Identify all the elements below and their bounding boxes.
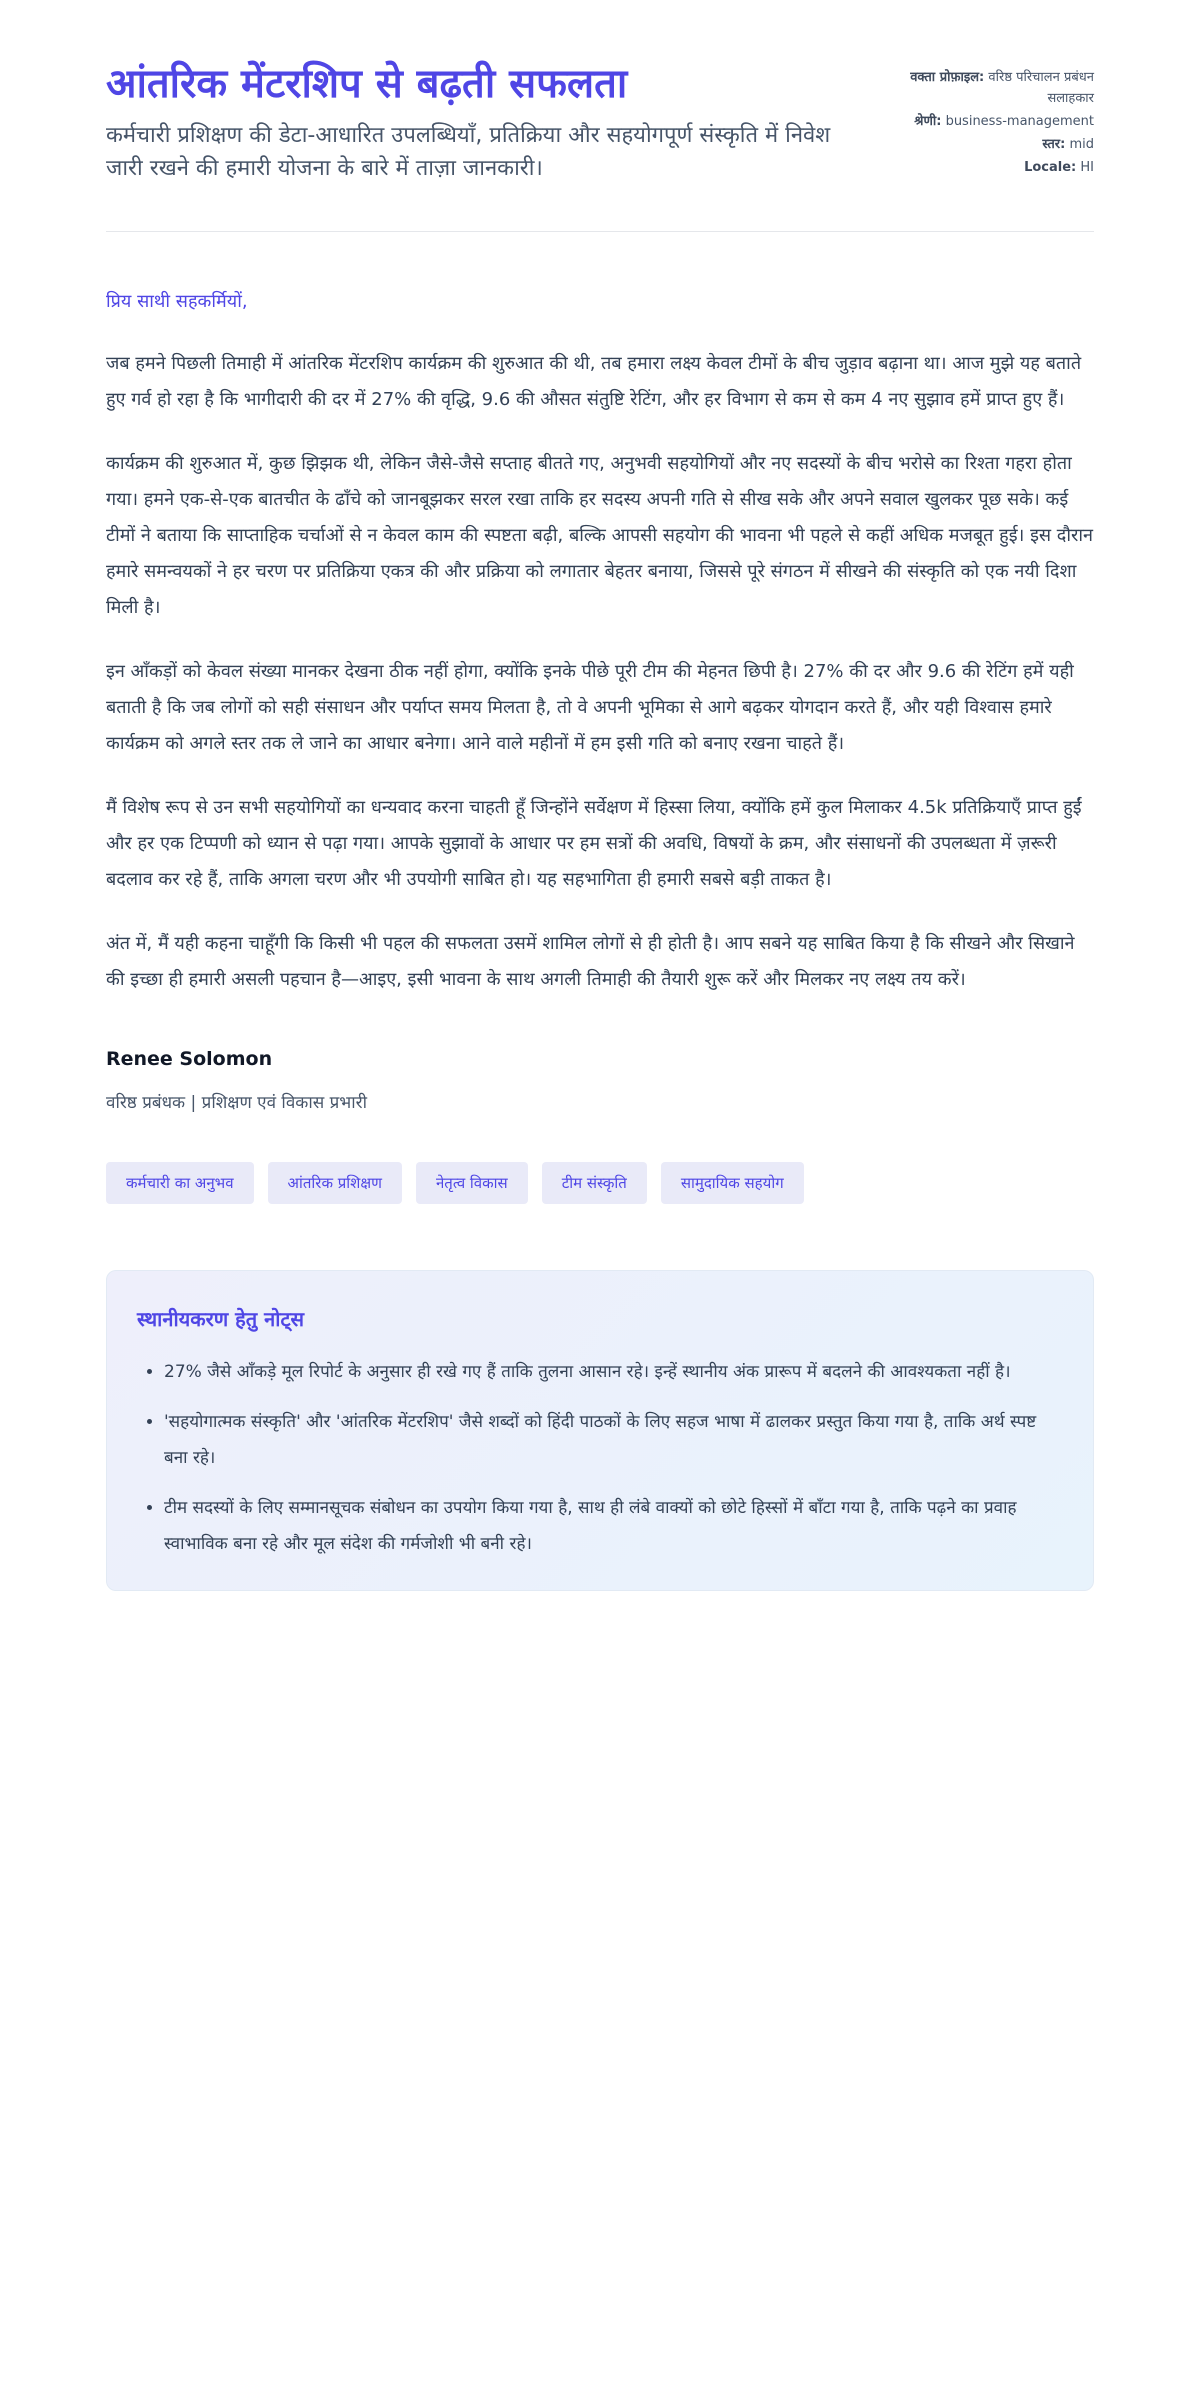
localization-notes-card (106, 1270, 1094, 1591)
letter-paragraph: जब हमने पिछली तिमाही में आंतरिक मेंटरशिप कार्यक्रम की शुरुआत की थी, तब हमारा लक्ष्य केवल टीमों के बीच जुड़ाव बढ़ाना था। आज मुझे यह बताते हुए गर्व हो रहा है कि भागीदारी की दर में 27% की वृद्धि, 9.6 की औसत संतुष्टि रेटिंग, और हर विभाग से कम से कम 4 नए सुझाव हमें प्राप्त हुए हैं। (106, 352, 1082, 410)
letter-paragraph: इन आँकड़ों को केवल संख्या मानकर देखना ठीक नहीं होगा, क्योंकि इनके पीछे पूरी टीम की मेहनत छिपी है। 27% की दर और 9.6 की रेटिंग हमें यही बताती है कि जब लोगों को सही संसाधन और पर्याप्त समय मिलता है, तो वे अपनी भूमिका से आगे बढ़कर योगदान करते हैं, और यही विश्वास हमारे कार्यक्रम को अगले स्तर तक ले जाने का आधार बनेगा। आने वाले महीनों में हम इसी गति को बनाए रखना चाहते हैं। (106, 660, 1074, 754)
tag-chip: नेतृत्व विकास (416, 1162, 528, 1204)
page-title: आंतरिक मेंटरशिप से बढ़ती सफलता (106, 61, 628, 107)
letter-paragraph: कार्यक्रम की शुरुआत में, कुछ झिझक थी, लेकिन जैसे-जैसे सप्ताह बीतते गए, अनुभवी सहयोगियों और नए सदस्यों के बीच भरोसे का रिश्ता गहरा होता गया। हमने एक-से-एक बातचीत के ढाँचे को जानबूझकर सरल रखा ताकि हर सदस्य अपनी गति से सीख सके और अपने सवाल खुलकर पूछ सके। कई टीमों ने बताया कि साप्ताहिक चर्चाओं से न केवल काम की स्पष्टता बढ़ी, बल्कि आपसी सहयोग की भावना भी पहले से कहीं अधिक मजबूत हुई। इस दौरान हमारे समन्वयकों ने हर चरण पर प्रतिक्रिया एकत्र की और प्रक्रिया को लगातार बेहतर बनाया, जिससे पूरे संगठन में सीखने की संस्कृति को एक नयी दिशा मिली है। (106, 452, 1094, 618)
callout-bullet-list (137, 1354, 1057, 1562)
signature-block (106, 1048, 1094, 1116)
meta-level-label: स्तर: (1042, 137, 1066, 152)
tag-chip: आंतरिक प्रशिक्षण (268, 1162, 402, 1204)
callout-bullet: • 27% जैसे आँकड़े मूल रिपोर्ट के अनुसार ही रखे गए हैं ताकि तुलना आसान रहे। इन्हें स्थानीय अंक प्रारूप में बदलने की आवश्यकता नहीं है। (164, 1354, 1057, 1390)
callout-title: स्थानीयकरण हेतु नोट्स (137, 1306, 305, 1331)
tag-chip-row (106, 1162, 936, 1204)
callout-bullet: • 'सहयोगात्मक संस्कृति' और 'आंतरिक मेंटरशिप' जैसे शब्दों को हिंदी पाठकों के लिए सहज भाषा में ढालकर प्रस्तुत किया गया है, ताकि अर्थ स्पष्ट बना रहे। (164, 1404, 1057, 1476)
letter-paragraph: मैं विशेष रूप से उन सभी सहयोगियों का धन्यवाद करना चाहती हूँ जिन्होंने सर्वेक्षण में हिस्सा लिया, क्योंकि हमें कुल मिलाकर 4.5k प्रतिक्रियाएँ प्राप्त हुईं और हर एक टिप्पणी को ध्यान से पढ़ा गया। आपके सुझावों के आधार पर हम सत्रों की अवधि, विषयों के क्रम, और संसाधनों की उपलब्धता में ज़रूरी बदलाव कर रहे हैं, ताकि अगला चरण और भी उपयोगी साबित हो। यह सहभागिता ही हमारी सबसे बड़ी ताकत है। (106, 796, 1082, 890)
meta-persona-value: वरिष्ठ परिचालन प्रबंधन सलाहकार (988, 70, 1094, 106)
meta-persona (909, 67, 1094, 109)
tag-chip: टीम संस्कृति (542, 1162, 647, 1204)
meta-locale (909, 157, 1094, 178)
meta-level (909, 134, 1094, 155)
memo-header (106, 62, 1094, 185)
tag-chip: सामुदायिक सहयोग (661, 1162, 804, 1204)
letter-body (106, 284, 1094, 998)
signature-role: वरिष्ठ प्रबंधक | प्रशिक्षण एवं विकास प्रभारी (106, 1092, 368, 1113)
header-divider (106, 231, 1094, 232)
meta-locale-label: Locale: (1024, 160, 1077, 175)
meta-persona-label: वक्ता प्रोफ़ाइल: (910, 70, 985, 85)
meta-category (909, 111, 1094, 132)
meta-locale-value: HI (1080, 160, 1094, 175)
signature-name: Renee Solomon (106, 1047, 273, 1070)
tag-chip: कर्मचारी का अनुभव (106, 1162, 254, 1204)
page-subtitle: कर्मचारी प्रशिक्षण की डेटा-आधारित उपलब्धियाँ, प्रतिक्रिया और सहयोगपूर्ण संस्कृति में निवेश जारी रखने की हमारी योजना के बारे में ताज़ा जानकारी। (106, 122, 831, 181)
meta-panel (909, 62, 1094, 180)
meta-category-value: business-management (945, 114, 1094, 129)
callout-bullet: • टीम सदस्यों के लिए सम्मानसूचक संबोधन का उपयोग किया गया है, साथ ही लंबे वाक्यों को छोटे हिस्सों में बाँटा गया है, ताकि पढ़ने का प्रवाह स्वाभाविक बना रहे और मूल संदेश की गर्मजोशी भी बनी रहे। (164, 1490, 1057, 1562)
meta-category-label: श्रेणी: (914, 114, 942, 129)
memo-page (106, 0, 1094, 1661)
meta-level-value: mid (1069, 137, 1094, 152)
letter-greeting: प्रिय साथी सहकर्मियों, (106, 290, 248, 312)
header-title-block (106, 62, 848, 185)
letter-paragraph: अंत में, मैं यही कहना चाहूँगी कि किसी भी पहल की सफलता उसमें शामिल लोगों से ही होती है। आप सबने यह साबित किया है कि सीखने और सिखाने की इच्छा ही हमारी असली पहचान है—आइए, इसी भावना के साथ अगली तिमाही की तैयारी शुरू करें और मिलकर नए लक्ष्य तय करें। (106, 932, 1075, 990)
